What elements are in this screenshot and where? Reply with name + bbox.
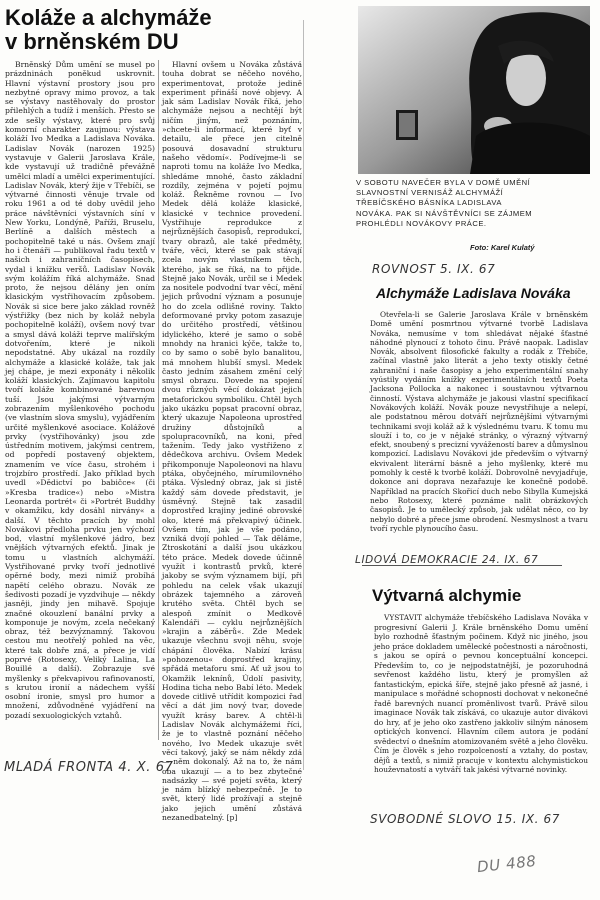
- article1-source-note: MLADÁ FRONTA 4. X. 67: [4, 760, 174, 775]
- article1-column-1-text: Brněnský Dům umění se musel po prázdninách poněkud uskrovnit. Hlavní výstavní prostory jsou pro nezbytné opravy mimo provoz, a tak se výstavy nastěhovaly do prostor přilehlých a tudíž i menších. Přesto se zde sešly výstavy, které pro svůj komorní charakter zaujmou: výstava koláží Ivo Medka a Ladislava Nováka. Ladislav Novák (narozen 1925) vystavuje v Galerii Jaroslava Krále, kde vystavují už tradičně převážně umělci mladí a umělci experimentující. Ladislav Novák, který žije v Třebíči, se výtvarné činnosti věnuje trvale od roku 1961 a od té doby uvědil jeho práce návštěvníci výstavních síní v New Yorku, Londýně, Paříži, Bruselu, Berlíně a dalších městech a pochopitelně také u nás. Ovšem znají ho i čtenáři — publikoval řadu textů v našich i zahraničních časopisech, vydal i knížku veršů. Ladislav Novák svým kolážím říká alchymáže. Snad proto, že nejsou dělány jen oním klasickým vystřihovacím způsobem. Novák si sice bere jako základ rovněž výstřižky (bez nich by koláž nebyla pochopitelně koláží), ovšem nový tvar a smysl dává koláži teprve malířským dotvořením, které je nikoli nepodstatné. Aby ukázal na rozdíly alchymáže a klasické koláže, tak jak jej chápe, je mezi exponáty i několik koláží klasických. Zajímavou kapitolu tvoří koláže kombinované barevnou tuší. Jsou jakýmsi výtvarným zobrazením myšlenkového pochodu (ve vlastním slova smyslu), vyjádřením určité myšlenkové asociace. Kolážové prvky (vystřihovánky) jsou zde ústředním motivem, jakýmsi centrem, od popředí postavený objektem, znamením ve více času, strohém i trojzbíro prostředí. Jako příklad bych uvedl »Dědictví po babičce« (či »Kresba tradice«) nebo »Mistra Leonarda portrét« či »Portrét Buddhy v okamžiku, kdy dosáhl nirvány« a další. V těchto pracích by mohl Novákovi předloha prvku jen výchozí bod, vlastní myšlenkové jádro, bez vnějších výtvarných efektů. Jinak je tomu u vlastních alchymáží. Vystřihované prvky tvoří jednotlivé opěrné body, mezi nimiž probíhá napětí celého obrazu. Novák ze šedivosti pozadí je vyzdvihuje — někdy jasněji, jindy jen mihavě. Spojuje značné okouzlení banální prvky a komponuje je novým, zcela nečekaný obraz, též bezvýznamný. Takovou cestou mu neotřelý pohled na věc, které tak dobře zná, a přece je vidí poprvé (Rotosexy, Veliký Lalina, La Bouillé a další). Zobrazuje své myšlenky s překvapivou rafinovaností, s krutou ironií a nádechem vyšší osobní ironie, smysl pro humor a množení, zdůvodněné vyjádření na pozadí sexuologických vztahů.: [5, 60, 155, 720]
- article1-title-line2: v brněnském DU: [5, 29, 179, 54]
- photo-credit: Foto: Karel Kulatý: [470, 243, 535, 252]
- article3-source-note: SVOBODNÉ SLOVO 15. IX. 67: [370, 812, 560, 826]
- exhibition-photo: [358, 6, 590, 174]
- clipping-rovnost: [350, 6, 598, 260]
- woman-viewing-artwork-image: [358, 6, 590, 174]
- article2-body-text: Otevřela-li se Galerie Jaroslava Krále v brněnském Domě umění posmrtnou výtvarné tvorbě Ladislava Nováka, nemusíme v tom shledávat nějaké šťastné náhodné plynoucí z tohoto činu. Právě naopak. Ladislav Novák, absolvent filosofické fakulty a rodák z Třebíče, začínal vlastně jako literát a jeho texty otiskly četné zahraniční i naše časopisy a jeho experimentální snahy vyústily vydáním knížky experimentálních textů Poeta Jacksona Pollocka a nakonec i soustavnou výtvarnou činností. Výstava alchymáže je jakousi vlastní specifikací Novákových koláží. Novák pouze nevystřihuje a nelepí, ale podstatnou měrou dotváří nejrůznějšími výtvarnými technikami svoji koláž až k výslednému tvaru. K tomu mu slouží i to, co je v nějaké stránky, o výrazný výtvarný efekt, snoubený s precizní vyvážeností barev a důmyslnou kompozicí. Ladislavu Novákovi jde především o výtvarný ekvivalent literární básně a jeho myšlenky, které mu pomohly k cestě k tvorbě koláží. Dobrovolně nevyjadřuje, dokonce ani doprava nezařazuje ke konečně podobě. Například na pracích Skořicí duch nebo Sibylla Kumejská nebo Rotosexy, které poznáme nalit obrázkových časopisů. Je to umělecký způsob, jak udělat něco, co by nebylo dobré a přece jsme obrodení. Nesmyslnost a tvaru tvoří rychle plynoucího času.: [370, 310, 588, 533]
- article1-column-1: [5, 60, 155, 750]
- article2-title: Alchymáže Ladislava Nováka: [376, 285, 571, 301]
- article3-body: [374, 613, 588, 803]
- article2-body: [370, 310, 588, 552]
- column-divider: [158, 60, 159, 740]
- photo-source-note: ROVNOST 5. IX. 67: [372, 262, 496, 276]
- archive-mark: DU 488: [476, 851, 538, 877]
- clipping-lidova-demokracie: [370, 284, 594, 552]
- article2-source-note: LIDOVÁ DEMOKRACIE 24. IX. 67: [355, 554, 539, 566]
- photo-caption-text: V SOBOTU NAVEČER BYLA V DOMĚ UMĚNÍ SLAVNOSTNÍ VERNISÁŽ ALCHYMÁŽÍ TŘEBÍČSKÉHO BÁSNÍKA LADISLAVA NOVÁKA. PAK SI NÁVŠTĚVNÍCI SE ZÁJMEM PROHLÉDLI NOVÁKOVY PRÁCE.: [356, 178, 533, 228]
- clipping-svobodne-slovo: [370, 585, 594, 803]
- article1-column-2: [162, 60, 302, 823]
- article1-title-line1: Koláže a alchymáže: [5, 5, 212, 30]
- photo-caption: [356, 178, 536, 229]
- article3-body-text: VYSTAVIT alchymáže třebíčského Ladislava Nováka v progresivní Galerii J. Krále brněnského Domu umění bylo rozhodně šťastným počinem. Když nic jiného, jsou jeho práce dokladem umělecké počestnosti a náročnosti, s jakou se opírá o pevnou konceptuální koncepci. Především to, co je nejpodstatnější, je pozoruhodná sevřenost každého listu, který je promyšlen až fantastickým, epická šíře, stejně jako přesně až jasné, i manipulace s mořádné schopnosti dochovat v nekonečné řadě barevných nuancí proměnlivost tvarů. Právě silou imaginace Novák tak získává, co ukazuje autor divákovi do hry, ať je jeho oko zastřeno jakkoliv silným nánosem optických konvencí. Hlavním cílem autora je podání svědectví o dnešním atomizovaném světě a jeho člověku. Čím je člověk s jeho rozpolceností a vztahy, do postav, dějů a textů, s nimiž pracuje v kontextu alchymistickou houževnatostí a vytváří tak jakési výtvarné novinky.: [374, 613, 588, 774]
- article3-title: Výtvarná alchymie: [372, 586, 522, 605]
- clipping-separator: [303, 20, 304, 770]
- article1-column-2-text: Hlavní ovšem u Nováka zůstává touha dobrat se něčeho nového, experimentovat, protože jedině experiment přináší nové objevy. A jak sám Ladislav Novák říká, jeho alchymáže nejsou a nechtějí být ničím jiným, než poznáním, »chcete-li informací, které byť v detailu, ale přece jen citelně posouvá dosavadní strukturu našeho vědomí«. Podívejme-li se naproti tomu na koláže Ivo Medka, shledáme mnohé, často základní rozdíly, zejména v pojetí pojmu koláž. Řekněme rovnou — Ivo Medek dělá koláže klasické, klasické v technice provedení. Vystřihuje reprodukce z nejrůznějších časopisů, reprodukcí, tvary obrazů, ale také předměty, tváře, věci, které se pak stávají zcela novým vlastníkem těch, kterého, jak se říká, na to přijde. Stejně jako Novák, určil se i Medek za nositele podvodní tvar věcí, mění jejich průvodní význam a posunuje ho do zcela odlišné roviny. Takto deformované prvky potom zasazuje do určitého prostředí, většinou idylického, které je samo o sobě mnohdy na hranici kýče, takže to, co by samo o sobě bylo banalitou, má mnohem hlubší smysl. Medek často jedním zásahem změní celý smysl obrazu. Dovede na spojení dvou různých věcí dokázat jejich metaforickou symboliku. Chtěl bych jako ukázku popsat pracovní obraz, který ukazuje Napoleona uprostřed družiny důstojníků a spolupracovníků, na koni, před tažením. Tedy jako vystřiženo z dědečkova archivu. Ovšem Medek přikomponuje Napoleonovi na hlavu ptáka, obyčejného, mírumilovného ptáka. Výsledný obraz, jak si jistě každý sám dovede představit, je úsměvný. Stejně tak zasadil doprostřed krajiny jediné obrovské oko, které má překvapivý účinek. Ovšem tím, jak je vše podáno, vzniká dvojí pohled — Tak děláme, Ztroskotání a další jsou ukázkou této práce. Medek dovede účinně využít i kontrastů prvků, které jakoby se svým významem bijí, při pohledu na celek však ukazují obrázek tajemného a zároveň krutého světa. Chtěl bych se alespoň zmínit o Medkově Kalendáři — cyklu nejrůznějších »krajin a záběrů«. Zde Medek ukazuje všechnu svoji něhu, svoje chápání člověka. Nabízí krásu »pohozenou« doprostřed krajiny, spřádá metaforu smí. Ať už jsou to Okamžik leknínů, Údolí pasivity, Hodina ticha nebo Babí léto. Medek dovede citlivě utřídit kompozici řad věcí a dát jim nový tvar, dovede využít krásy barev. A chtěl-li Ladislav Novák alchymážemi říci, že je to vlastně poznání něčeho nového, Ivo Medek ukazuje svět věcí takový, jaký se nám někdy zdá — něm dokonalý. Až na to, že nám oba ukazují — a to bez zbytečné nadsázky — své pojetí světa, který je nám blízký nebezpečně. Je to svět, který lidé prožívají a stejně jako jejich umění zůstává nezanedbatelný. [p]: [162, 60, 302, 823]
